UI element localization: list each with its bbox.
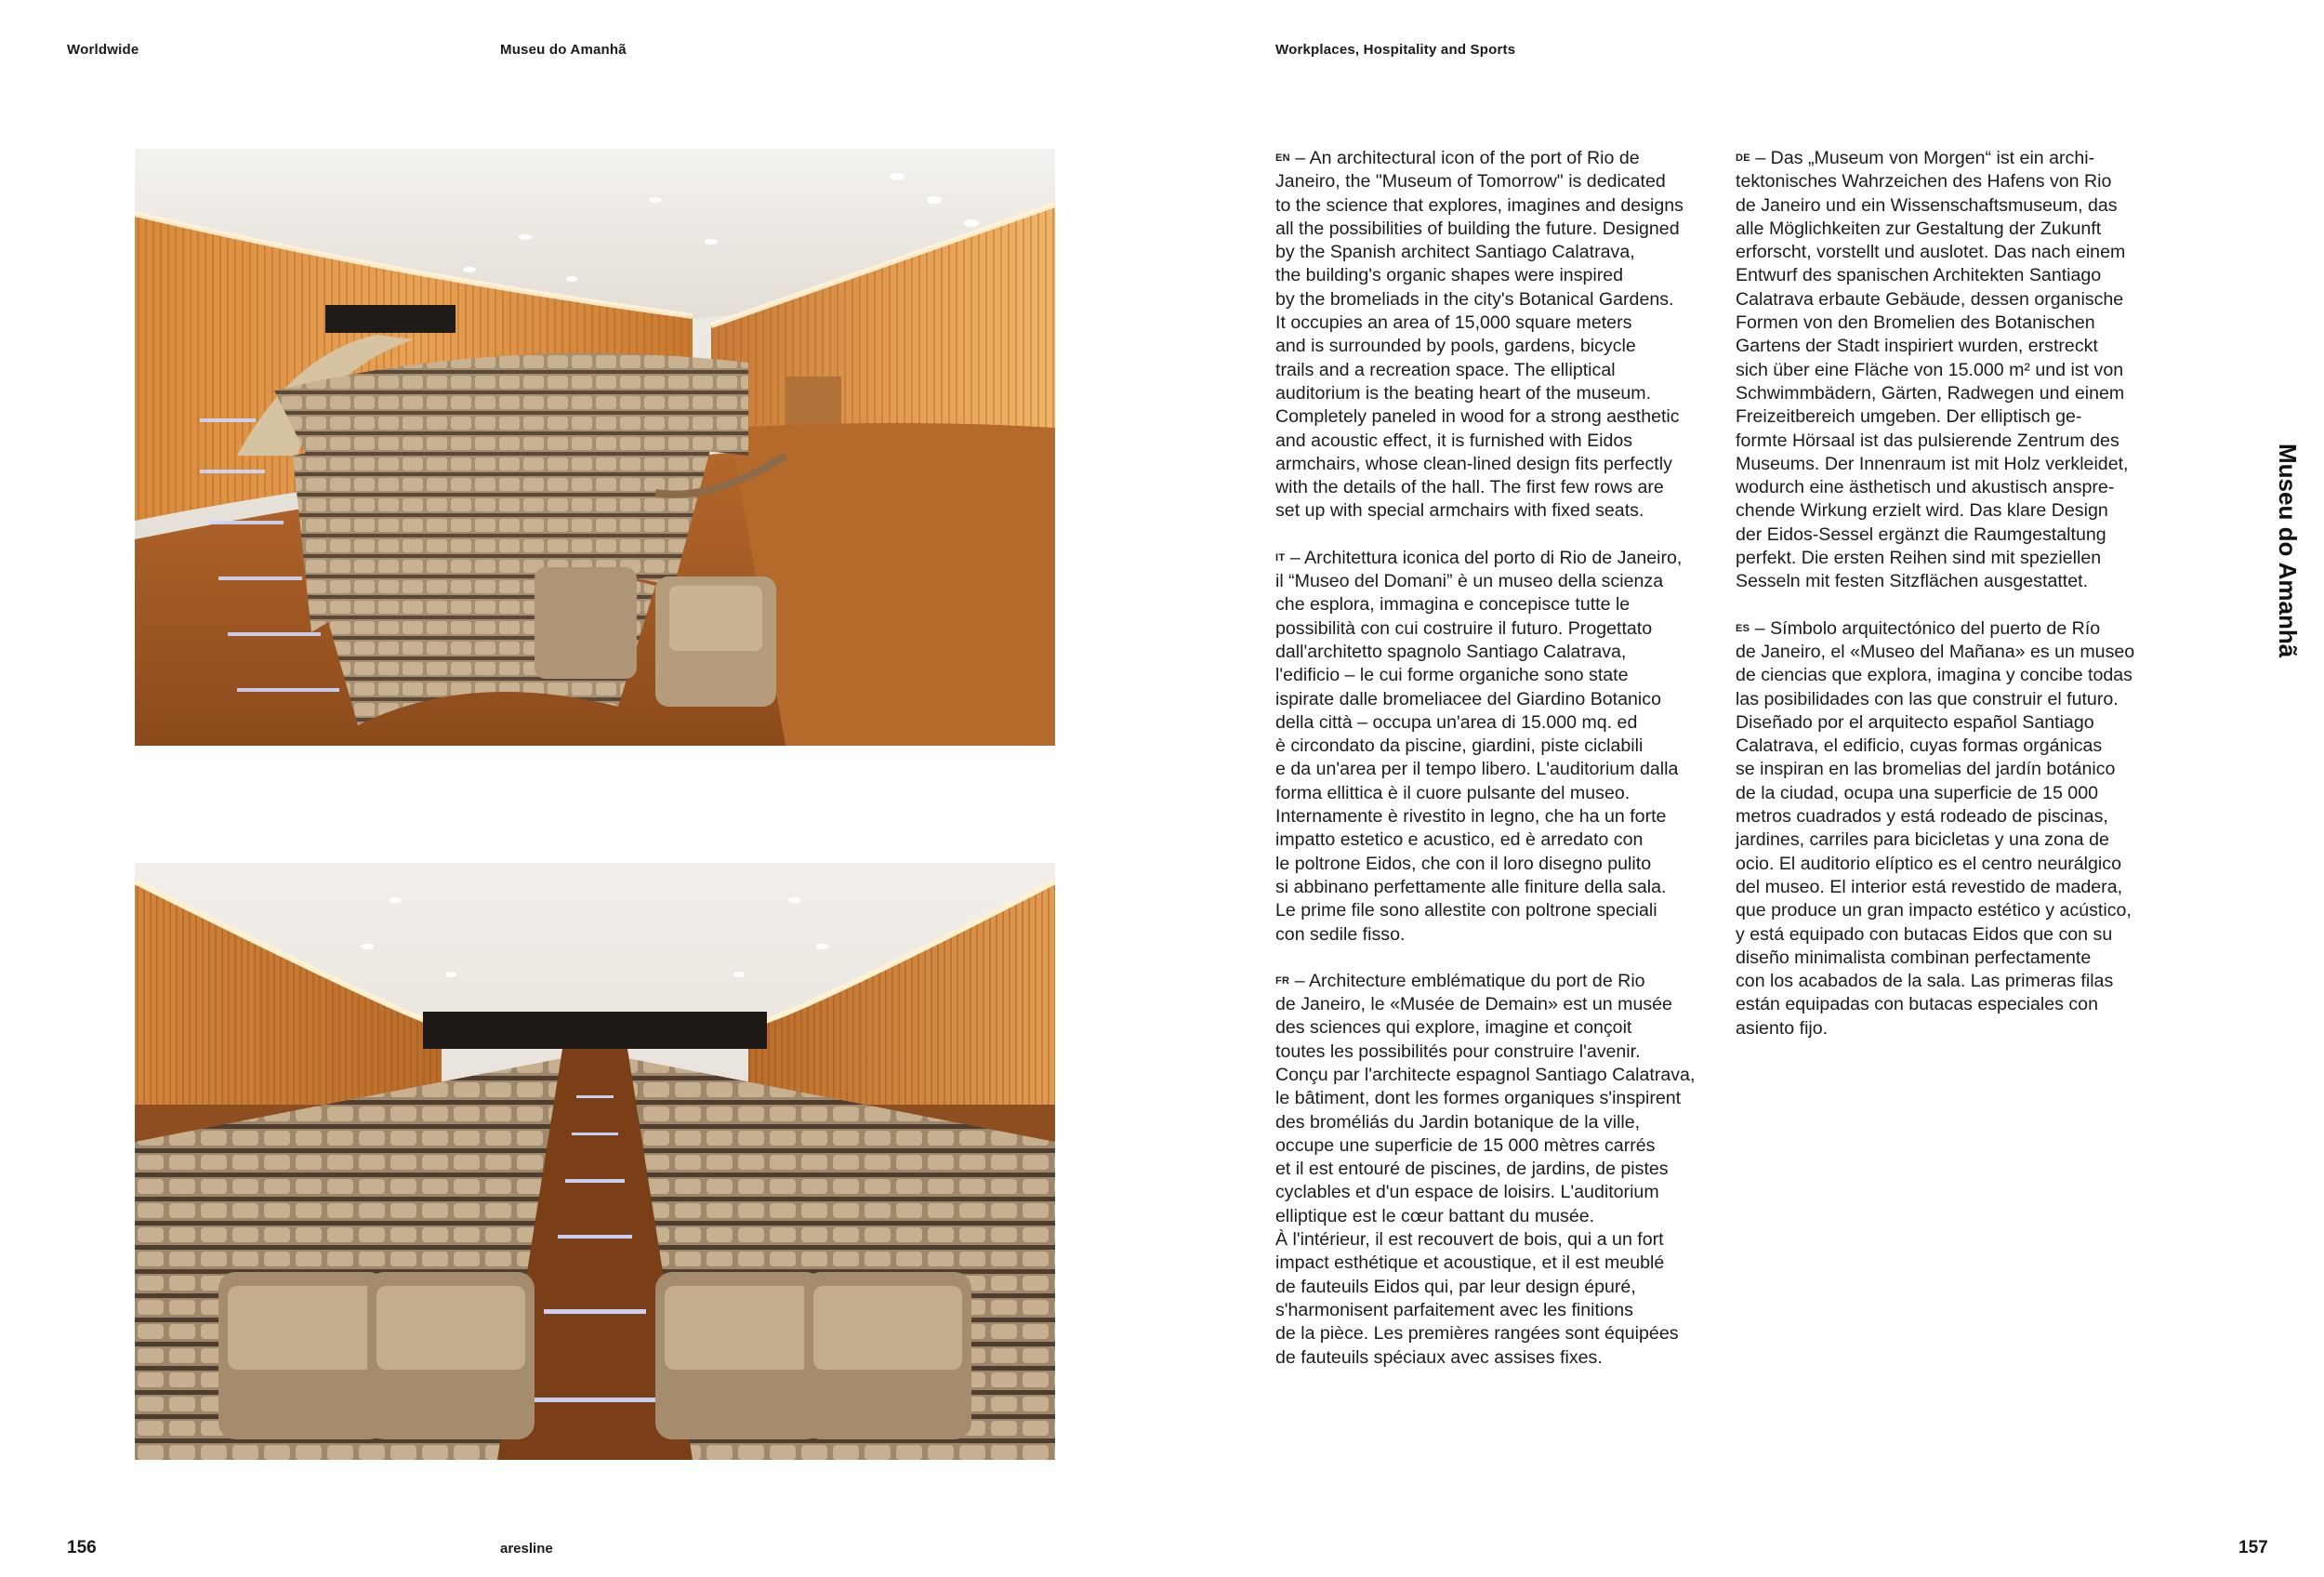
text-line: Museums. Der Innenraum ist mit Holz verkleidet, — [1736, 453, 2129, 474]
article-it — [1275, 547, 1722, 947]
text-line: che esplora, immagina e concepisce tutte le — [1275, 594, 1631, 616]
text-line: de Janeiro, le «Musée de Demain» est un musée — [1275, 994, 1672, 1015]
text-line: Freizeitbereich umgeben. Der elliptisch ge- — [1736, 406, 2082, 428]
text-line: chende Wirkung erzielt wird. Das klare Design — [1736, 500, 2108, 522]
auditorium-center-view-image — [135, 863, 1055, 1460]
text-line: Diseñado por el arquitecto español Santiago — [1736, 711, 2094, 733]
article-de — [1736, 147, 2182, 594]
text-line: formte Hörsaal ist das pulsierende Zentrum des — [1736, 430, 2119, 451]
text-line: diseño minimalista combinan perfectamente — [1736, 947, 2092, 968]
text-line: wodurch eine ästhetisch und akustisch anspre- — [1736, 477, 2115, 498]
text-line: y está equipado con butacas Eidos que con su — [1736, 923, 2113, 945]
text-line: si abbinano perfettamente alle finiture della sala. — [1275, 876, 1667, 897]
page-number-left: 156 — [67, 1538, 97, 1557]
text-line: le poltrone Eidos, che con il loro disegno pulito — [1275, 853, 1652, 874]
text-line: – Das „Museum von Morgen“ ist ein archi- — [1755, 148, 2095, 168]
auditorium-photo-bottom — [135, 863, 1055, 1460]
text-line: toutes les possibilités pour construire l'avenir. — [1275, 1040, 1641, 1062]
text-line: ispirate dalle bromeliacee del Giardino Botanico — [1275, 688, 1661, 709]
text-line: l'edificio – le cui forme organiche sono state — [1275, 665, 1629, 686]
text-line: dall'architetto spagnolo Santiago Calatrava, — [1275, 641, 1627, 662]
text-line: è circondato da piscine, giardini, piste ciclabili — [1275, 735, 1644, 757]
lang-code-en: EN — [1275, 152, 1290, 164]
text-line: – Architecture emblématique du port de Rio — [1294, 970, 1645, 991]
text-line: to the science that explores, imagines and designs — [1275, 194, 1684, 216]
text-line: Calatrava, el edificio, cuyas formas orgánicas — [1736, 735, 2103, 757]
text-line: der Eidos-Sessel ergänzt die Raumgestaltung — [1736, 523, 2106, 545]
article-fr-body — [1275, 971, 1722, 1370]
article-en — [1275, 147, 1722, 523]
text-line: all the possibilities of building the future. Designed — [1275, 218, 1680, 239]
text-line: – Architettura iconica del porto di Rio de Janeiro, — [1289, 547, 1683, 568]
article-fr — [1275, 970, 1722, 1370]
text-line: by the bromeliads in the city's Botanical Gardens. — [1275, 288, 1674, 310]
text-column-left — [1275, 147, 1722, 1393]
text-line: de Janeiro und ein Wissenschaftsmuseum, das — [1736, 194, 2118, 216]
text-line: des broméliás du Jardin botanique de la ville, — [1275, 1111, 1641, 1133]
text-line: de fauteuils Eidos qui, par leur design épuré, — [1275, 1276, 1636, 1297]
text-line: ocio. El auditorio elíptico es el centro neurálgico — [1736, 853, 2121, 874]
brand-name: aresline — [500, 1541, 553, 1557]
text-line: possibilità con cui costruire il futuro. Progettato — [1275, 617, 1653, 639]
text-line: s'harmonisent parfaitement avec les finitions — [1275, 1299, 1633, 1320]
text-line: cyclables et d'un espace de loisirs. L'auditorium — [1275, 1182, 1659, 1203]
text-line: trails and a recreation space. The elliptical — [1275, 359, 1616, 380]
text-line: impact esthétique et acoustique, et il est meublé — [1275, 1252, 1665, 1274]
text-line: jardines, carriles para bicicletas y una zona de — [1736, 829, 2109, 851]
text-line: están equipadas con butacas especiales con — [1736, 994, 2098, 1015]
text-line: et il est entouré de piscines, de jardins, de pistes — [1275, 1159, 1669, 1180]
text-line: Janeiro, the "Museum of Tomorrow" is dedicated — [1275, 171, 1666, 192]
text-line: Completely paneled in wood for a strong aesthetic — [1275, 406, 1680, 428]
text-line: with the details of the hall. The first few rows are — [1275, 477, 1664, 498]
text-line: – Símbolo arquitectónico del puerto de Río — [1754, 617, 2101, 639]
text-line: Gartens der Stadt inspiriert wurden, erstreckt — [1736, 336, 2098, 357]
article-it-body — [1275, 548, 1722, 947]
lang-code-it: IT — [1275, 551, 1286, 563]
text-line: asiento fijo. — [1736, 1017, 1829, 1039]
text-line: de la ciudad, ocupa una superficie de 15 000 — [1736, 782, 2098, 803]
text-line: occupe une superficie de 15 000 mètres carrés — [1275, 1134, 1656, 1156]
text-line: Conçu par l'architecte espagnol Santiago Calatrava, — [1275, 1064, 1696, 1085]
text-line: and acoustic effect, it is furnished with Eidos — [1275, 430, 1633, 451]
text-line: metros cuadrados y está rodeado de piscinas, — [1736, 806, 2108, 828]
text-line: the building's organic shapes were inspired — [1275, 265, 1624, 286]
text-line: impatto estetico e acustico, ed è arredato con — [1275, 829, 1644, 851]
text-line: auditorium is the beating heart of the museum. — [1275, 382, 1652, 404]
text-line: and is surrounded by pools, gardens, bicycle — [1275, 336, 1636, 357]
text-line: Sesseln mit festen Sitzflächen ausgestattet. — [1736, 571, 2089, 592]
text-line: – An architectural icon of the port of Rio de — [1295, 148, 1640, 168]
text-line: by the Spanish architect Santiago Calatrava, — [1275, 242, 1635, 263]
text-line: e da un'area per il tempo libero. L'auditorium dalla — [1275, 759, 1679, 780]
lang-code-fr: FR — [1275, 974, 1290, 987]
auditorium-photo-top — [135, 149, 1055, 746]
text-line: le bâtiment, dont les formes organiques s'inspirent — [1275, 1088, 1682, 1109]
project-label: Museu do Amanhã — [500, 42, 627, 58]
text-line: erforscht, vorstellt und auslotet. Das nach einem — [1736, 242, 2126, 263]
text-line: alle Möglichkeiten zur Gestaltung der Zukunft — [1736, 218, 2102, 239]
text-line: elliptique est le cœur battant du musée. — [1275, 1205, 1595, 1226]
text-line: armchairs, whose clean-lined design fits perfectly — [1275, 453, 1672, 474]
text-line: Internamente è rivestito in legno, che ha un forte — [1275, 806, 1667, 828]
text-line: Le prime file sono allestite con poltrone speciali — [1275, 900, 1657, 921]
text-line: des sciences qui explore, imagine et conçoit — [1275, 1017, 1632, 1039]
text-line: Formen von den Bromelien des Botanischen — [1736, 312, 2095, 334]
text-line: del museo. El interior está revestido de madera, — [1736, 876, 2123, 897]
text-line: il “Museo del Domani” è un museo della scienza — [1275, 571, 1664, 592]
auditorium-side-view-image — [135, 149, 1055, 746]
article-de-body — [1736, 148, 2182, 594]
article-en-body — [1275, 148, 1722, 523]
text-line: Entwurf des spanischen Architekten Santiago — [1736, 265, 2102, 286]
text-line: perfekt. Die ersten Reihen sind mit speziellen — [1736, 548, 2102, 569]
text-line: de Janeiro, el «Museo del Mañana» es un museo — [1736, 641, 2135, 662]
text-line: con sedile fisso. — [1275, 923, 1406, 945]
side-title — [2274, 444, 2311, 685]
category-label: Workplaces, Hospitality and Sports — [1275, 42, 1516, 58]
article-es-body — [1736, 618, 2182, 1040]
text-line: las posibilidades con las que construir el futuro. — [1736, 688, 2119, 709]
text-line: se inspiran en las bromelias del jardín botánico — [1736, 759, 2116, 780]
text-line: tektonisches Wahrzeichen des Hafens von Rio — [1736, 171, 2112, 192]
text-line: It occupies an area of 15,000 square meters — [1275, 312, 1632, 334]
page-number-right: 157 — [2238, 1538, 2268, 1557]
text-line: set up with special armchairs with fixed seats. — [1275, 500, 1644, 522]
text-column-right — [1736, 147, 2182, 1064]
side-title-text: Museu do Amanhã — [2274, 444, 2302, 658]
text-line: de la pièce. Les premières rangées sont équipées — [1275, 1323, 1679, 1345]
text-line: della città – occupa un'area di 15.000 mq. ed — [1275, 711, 1638, 733]
text-line: À l'intérieur, il est recouvert de bois, qui a un fort — [1275, 1229, 1664, 1251]
section-label: Worldwide — [67, 42, 139, 58]
article-es — [1736, 617, 2182, 1040]
text-line: sich über eine Fläche von 15.000 m² und ist von — [1736, 359, 2124, 380]
lang-code-es: ES — [1736, 622, 1750, 634]
lang-code-de: DE — [1736, 152, 1750, 164]
text-line: que produce un gran impacto estético y acústico, — [1736, 900, 2132, 921]
text-line: Schwimmbädern, Gärten, Radwegen und einem — [1736, 382, 2125, 404]
text-line: de ciencias que explora, imagina y concibe todas — [1736, 665, 2133, 686]
text-line: Calatrava erbaute Gebäude, dessen organische — [1736, 288, 2124, 310]
text-line: forma ellittica è il cuore pulsante del museo. — [1275, 782, 1631, 803]
text-line: con los acabados de la sala. Las primeras filas — [1736, 971, 2114, 992]
text-line: de fauteuils spéciaux avec assises fixes. — [1275, 1346, 1603, 1368]
